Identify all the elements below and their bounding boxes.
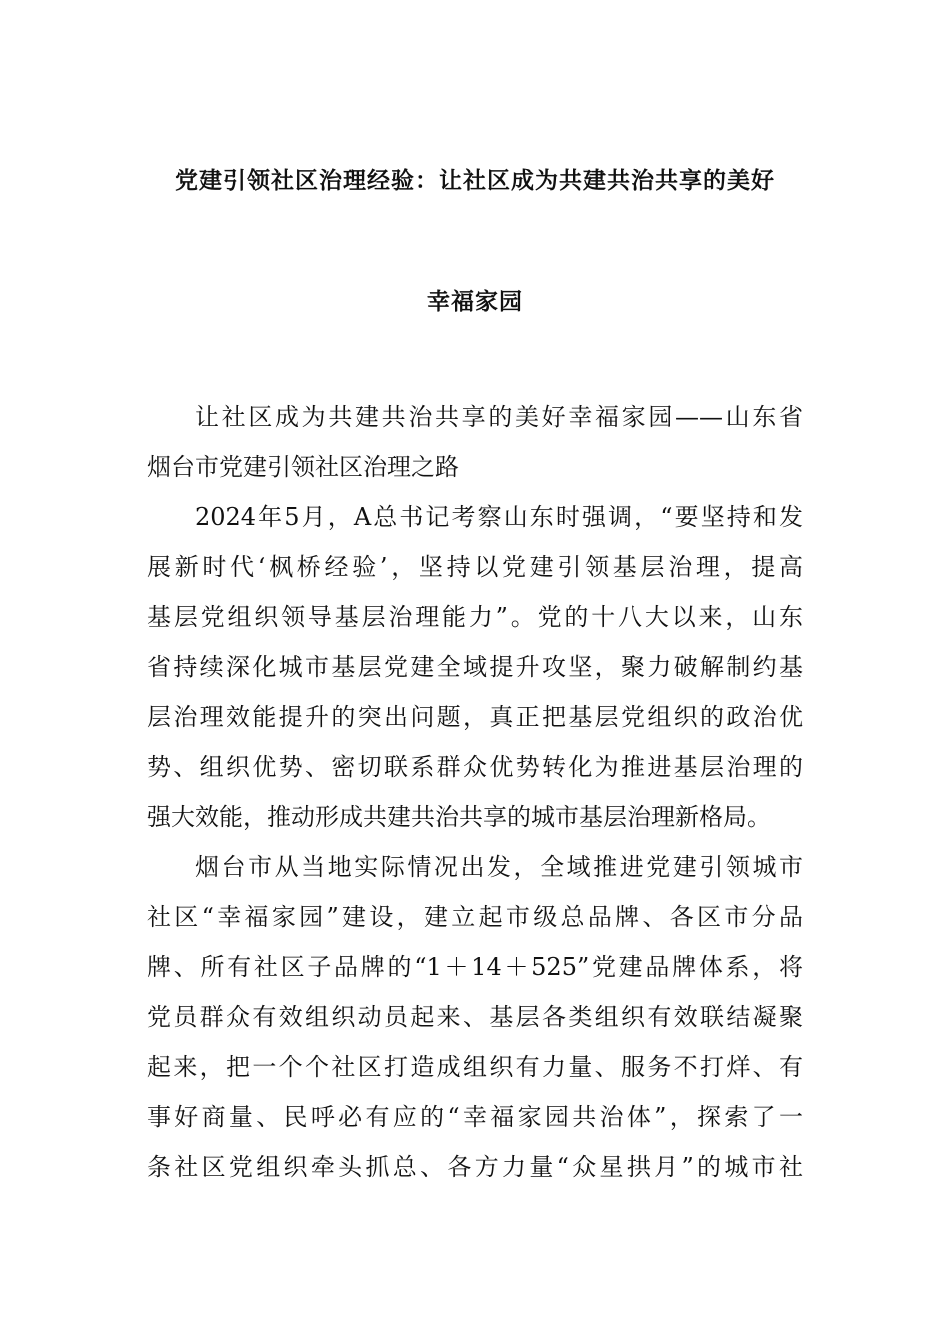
paragraph-line: 强大效能，推动形成共建共治共享的城市基层治理新格局。 bbox=[147, 803, 771, 831]
paragraph-line: 省持续深化城市基层党建全域提升攻坚，聚力破解制约基 bbox=[147, 653, 803, 681]
paragraph-line: 社区“幸福家园”建设，建立起市级总品牌、各区市分品 bbox=[147, 903, 803, 931]
paragraph-line: 烟台市党建引领社区治理之路 bbox=[147, 453, 459, 481]
document-title-line-1: 党建引领社区治理经验：让社区成为共建共治共享的美好 bbox=[175, 168, 775, 194]
paragraph-line: 让社区成为共建共治共享的美好幸福家园——山东省 bbox=[195, 403, 803, 431]
paragraph-line: 起来，把一个个社区打造成组织有力量、服务不打烊、有 bbox=[147, 1053, 803, 1081]
paragraph-line: 层治理效能提升的突出问题，真正把基层党组织的政治优 bbox=[147, 703, 803, 731]
paragraph-line: 牌、所有社区子品牌的“1＋14＋525”党建品牌体系，将 bbox=[147, 953, 803, 981]
paragraph-line: 2024年5月，A总书记考察山东时强调，“要坚持和发 bbox=[195, 503, 803, 531]
paragraph-line: 条社区党组织牵头抓总、各方力量“众星拱月”的城市社 bbox=[147, 1153, 803, 1181]
paragraph-line: 事好商量、民呼必有应的“幸福家园共治体”，探索了一 bbox=[147, 1103, 803, 1131]
document-title-line-2: 幸福家园 bbox=[427, 289, 523, 315]
paragraph-line: 基层党组织领导基层治理能力”。党的十八大以来，山东 bbox=[147, 603, 803, 631]
paragraph-line: 党员群众有效组织动员起来、基层各类组织有效联结凝聚 bbox=[147, 1003, 803, 1031]
paragraph-line: 势、组织优势、密切联系群众优势转化为推进基层治理的 bbox=[147, 753, 803, 781]
paragraph-line: 展新时代‘枫桥经验’，坚持以党建引领基层治理，提高 bbox=[147, 553, 803, 581]
paragraph-line: 烟台市从当地实际情况出发，全域推进党建引领城市 bbox=[195, 853, 803, 881]
